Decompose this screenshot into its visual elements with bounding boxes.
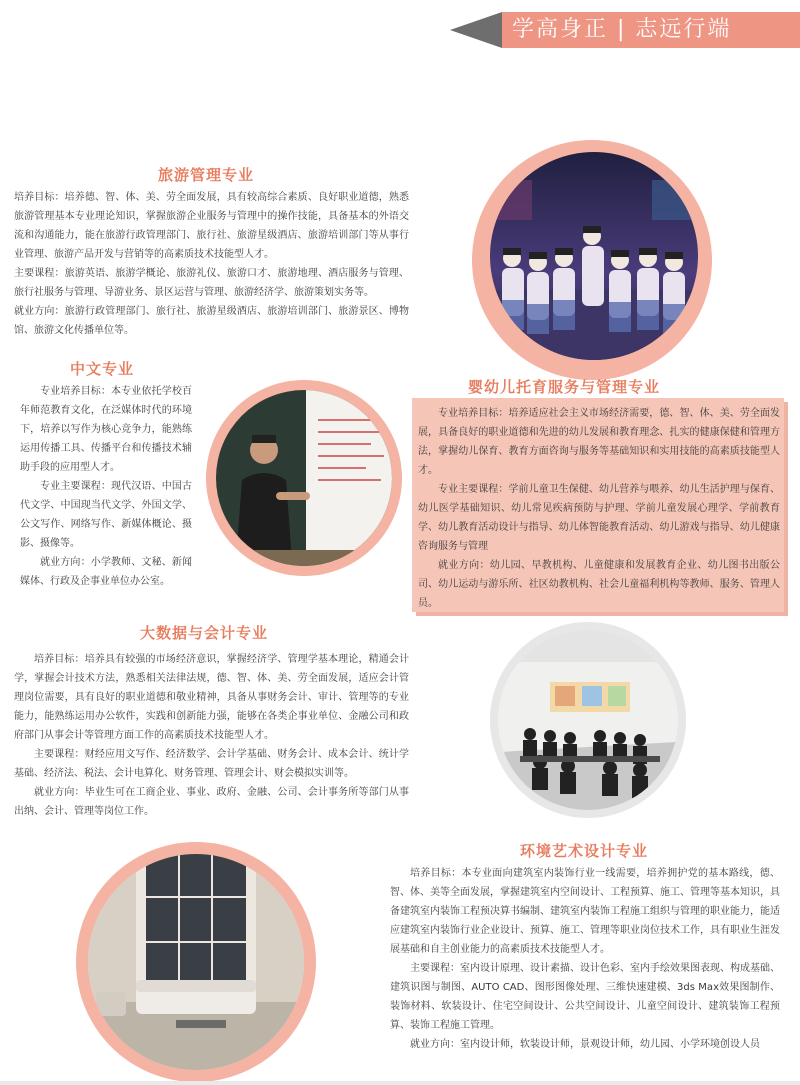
bigdata-courses: 主要课程：财经应用文写作、经济数学、会计学基础、财务会计、成本会计、统计学基础、经济法、税法、会计电算化、财务管理、管理会计、财会模拟实训等。 [14,749,409,779]
infant-text [418,404,780,613]
classroom-photo-ring [490,622,686,818]
performance-photo [472,140,712,380]
chinese-goal: 专业培养目标：本专业依托学校百年师范教育文化，在泛媒体时代的环境下，培养以写作为核心竞争力，能熟练运用传播工具、传播平台和传播技术辅助手段的应用型人才。 [20,386,192,473]
banner-motto: 学高身正 | 志远行端 [502,12,800,48]
tourism-text [14,188,409,340]
infant-goal: 专业培养目标：培养适应社会主义市场经济需要，德、智、体、美、劳全面发展，具备良好的职业道德和先进的幼儿发展和教育理念、扎实的健康保健和管理方法，掌握幼儿保育、教育方面咨询与服务等基础知识和实用技能的高素质技能型人才。 [418,408,780,476]
banner-triangle [450,12,502,48]
tourism-goal: 培养目标：培养德、智、体、美、劳全面发展，具有较高综合素质、良好职业道德，熟悉旅游管理基本专业理论知识，掌握旅游企业服务与管理中的操作技能，具备基本的外语交流和沟通能力，能在旅游行政管理部门、旅行社、旅游星级酒店、旅游培训部门等从事行业管理、旅游产品开发与营销等的高素质技术技能型人才。 [14,192,409,260]
chinese-careers: 就业方向：小学教师、文秘、新闻媒体、行政及企事业单位办公室。 [20,557,192,587]
environment-careers: 就业方向：室内设计师，软装设计师，景观设计师，幼儿园、小学环境创设人员 [410,1039,760,1050]
bigdata-goal: 培养目标：培养具有较强的市场经济意识，掌握经济学、管理学基本理论，精通会计学，掌握会计技术方法，熟悉相关法律法规，德、智、体、美、劳全面发展，适应会计管理岗位需要，具有良好的职业道德和敬业精神，具备从事财务会计、审计、管理等的专业能力，能熟练运用办公软件，实践和创新能力强，能够在各类企事业单位、金融公司和政府部门从事会计等管理方面工作的高素质技术技能型人才。 [14,654,409,741]
environment-courses: 主要课程：室内设计原理、设计素描、设计色彩、室内手绘效果图表现、构成基础、建筑识图与制图、AUTO CAD、图形图像处理、三维快速建模、3ds Max效果图制作、装饰材料、软装设计、住宅空间设计、公共空间设计、儿童空间设计、建筑装饰工程预算、装饰工程施工管理。 [390,963,780,1031]
environment-goal: 培养目标：本专业面向建筑室内装饰行业一线需要，培养拥护党的基本路线，德、智、体、美等全面发展，掌握建筑室内空间设计、工程预算、施工、管理等基本知识，具备建筑室内装饰工程预决算书编制、建筑室内装饰工程施工组织与管理的职业能力，能适应建筑室内装饰行业企业设计、预算、施工、管理等职业岗位技术工作，具有职业生涯发展基础和自主创业能力的高素质技术技能型人才。 [390,868,780,955]
header-banner [450,12,800,48]
interior-photo-ring [76,842,316,1082]
environment-title: 环境艺术设计专业 [520,842,649,860]
bigdata-text [14,650,409,821]
teacher-photo [206,380,402,576]
chinese-title: 中文专业 [70,360,135,378]
chinese-courses: 专业主要课程：现代汉语、中国古代文学、中国现当代文学、外国文学、公文写作、网络写作、新媒体概论、摄影、摄像等。 [20,481,192,549]
environment-text [390,864,780,1054]
chinese-text [20,382,192,591]
infant-title: 婴幼儿托育服务与管理专业 [468,378,661,396]
tourism-courses: 主要课程：旅游英语、旅游学概论、旅游礼仪、旅游口才、旅游地理、酒店服务与管理、旅行社服务与管理、导游业务、景区运营与管理、旅游经济学、旅游策划实务等。 [14,268,409,298]
bigdata-careers: 就业方向：毕业生可在工商企业、事业、政府、金融、公司、会计事务所等部门从事出纳、会计、管理等岗位工作。 [14,787,409,817]
classroom-photo [490,622,686,818]
performance-photo-ring [472,140,712,380]
interior-photo [76,842,316,1082]
infant-careers: 就业方向：幼儿园、早教机构、儿童健康和发展教育企业、幼儿图书出版公司、幼儿运动与游乐所、社区幼教机构、社会儿童福利机构等教师、服务、管理人员。 [418,560,780,609]
tourism-title: 旅游管理专业 [158,166,255,184]
bigdata-title: 大数据与会计专业 [140,624,269,642]
teacher-photo-ring [206,380,402,576]
tourism-careers: 就业方向：旅游行政管理部门、旅行社、旅游星级酒店、旅游培训部门、旅游景区、博物馆、旅游文化传播单位等。 [14,306,409,336]
page-bottom-border [0,1081,800,1085]
infant-courses: 专业主要课程：学前儿童卫生保健、幼儿营养与喂养、幼儿生活护理与保育、幼儿医学基础知识、幼儿常见疾病预防与护理、学前儿童发展心理学、学前教育学、幼儿教育活动设计与指导、幼儿体智能教育活动、幼儿游戏与指导、幼儿健康咨询服务与管理 [418,484,780,552]
